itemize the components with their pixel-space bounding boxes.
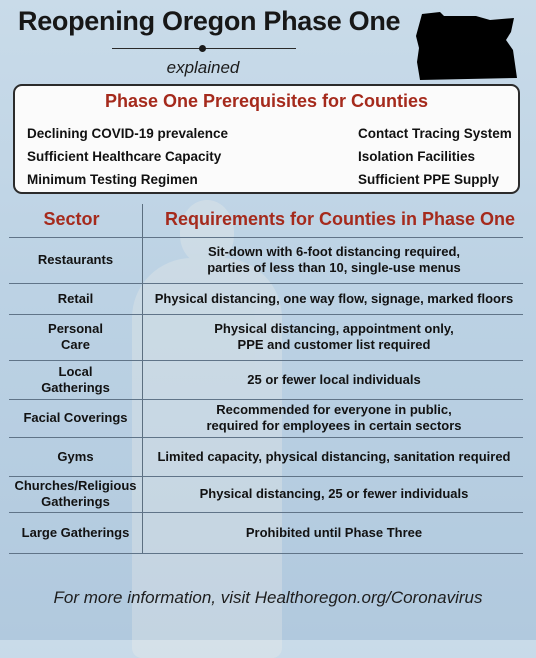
prerequisite-item: Contact Tracing System: [358, 126, 512, 141]
prerequisite-item: Declining COVID-19 prevalence: [27, 126, 229, 141]
table-row-facial-coverings: [0, 399, 536, 437]
table-row-personal-care: [0, 314, 536, 360]
oregon-state-silhouette-icon: [414, 10, 520, 82]
table-row-churches-religious-gatherings: [0, 476, 536, 512]
sector-cell: Local Gatherings: [41, 363, 110, 395]
sector-cell: Personal Care: [48, 321, 103, 352]
sector-cell: Restaurants: [37, 252, 114, 267]
footer-info-text: For more information, visit Healthoregon.org/Coronavirus: [53, 588, 483, 607]
prerequisites-heading: Phase One Prerequisites for Counties: [104, 91, 429, 111]
prerequisite-item: Minimum Testing Regimen: [27, 172, 198, 187]
requirements-cell: Recommended for everyone in public, required for employees in certain sectors: [206, 402, 462, 433]
sector-column-header: Sector: [43, 209, 100, 229]
requirements-column-header: Requirements for Counties in Phase One: [164, 209, 516, 229]
prerequisite-item: Sufficient PPE Supply: [358, 172, 500, 187]
sector-cell: Churches/Religious Gatherings: [14, 478, 137, 509]
sector-cell: Retail: [57, 290, 94, 306]
prerequisite-item: Sufficient Healthcare Capacity: [27, 149, 222, 164]
requirements-cell: Sit-down with 6-foot distancing required, parties of less than 10, single-use menus: [207, 244, 461, 275]
requirements-cell: Prohibited until Phase Three: [245, 524, 423, 540]
sector-cell: Large Gatherings: [21, 524, 130, 540]
title-divider-dot: [199, 45, 206, 52]
table-row-local-gatherings: [0, 360, 536, 399]
sector-cell: Gyms: [57, 448, 94, 464]
table-row-divider: [9, 553, 523, 554]
requirements-cell: Physical distancing, one way flow, signage, marked floors: [154, 290, 514, 306]
table-row-retail: [0, 283, 536, 314]
page-title: Reopening Oregon Phase One: [18, 6, 401, 36]
page-subtitle: explained: [166, 58, 240, 77]
table-row-restaurants: [0, 237, 536, 283]
prerequisite-item: Isolation Facilities: [358, 149, 476, 164]
prerequisites-left-column: [27, 122, 228, 191]
table-row-large-gatherings: [0, 512, 536, 553]
requirements-cell: Physical distancing, appointment only, PPE and customer list required: [214, 321, 454, 352]
requirements-cell: Physical distancing, 25 or fewer individuals: [199, 486, 469, 501]
requirements-cell: 25 or fewer local individuals: [247, 371, 421, 387]
table-row-gyms: [0, 437, 536, 476]
sector-cell: Facial Coverings: [23, 410, 128, 425]
requirements-cell: Limited capacity, physical distancing, sanitation required: [157, 448, 511, 464]
prerequisites-right-column: [358, 122, 512, 191]
prerequisites-box: [13, 84, 520, 194]
